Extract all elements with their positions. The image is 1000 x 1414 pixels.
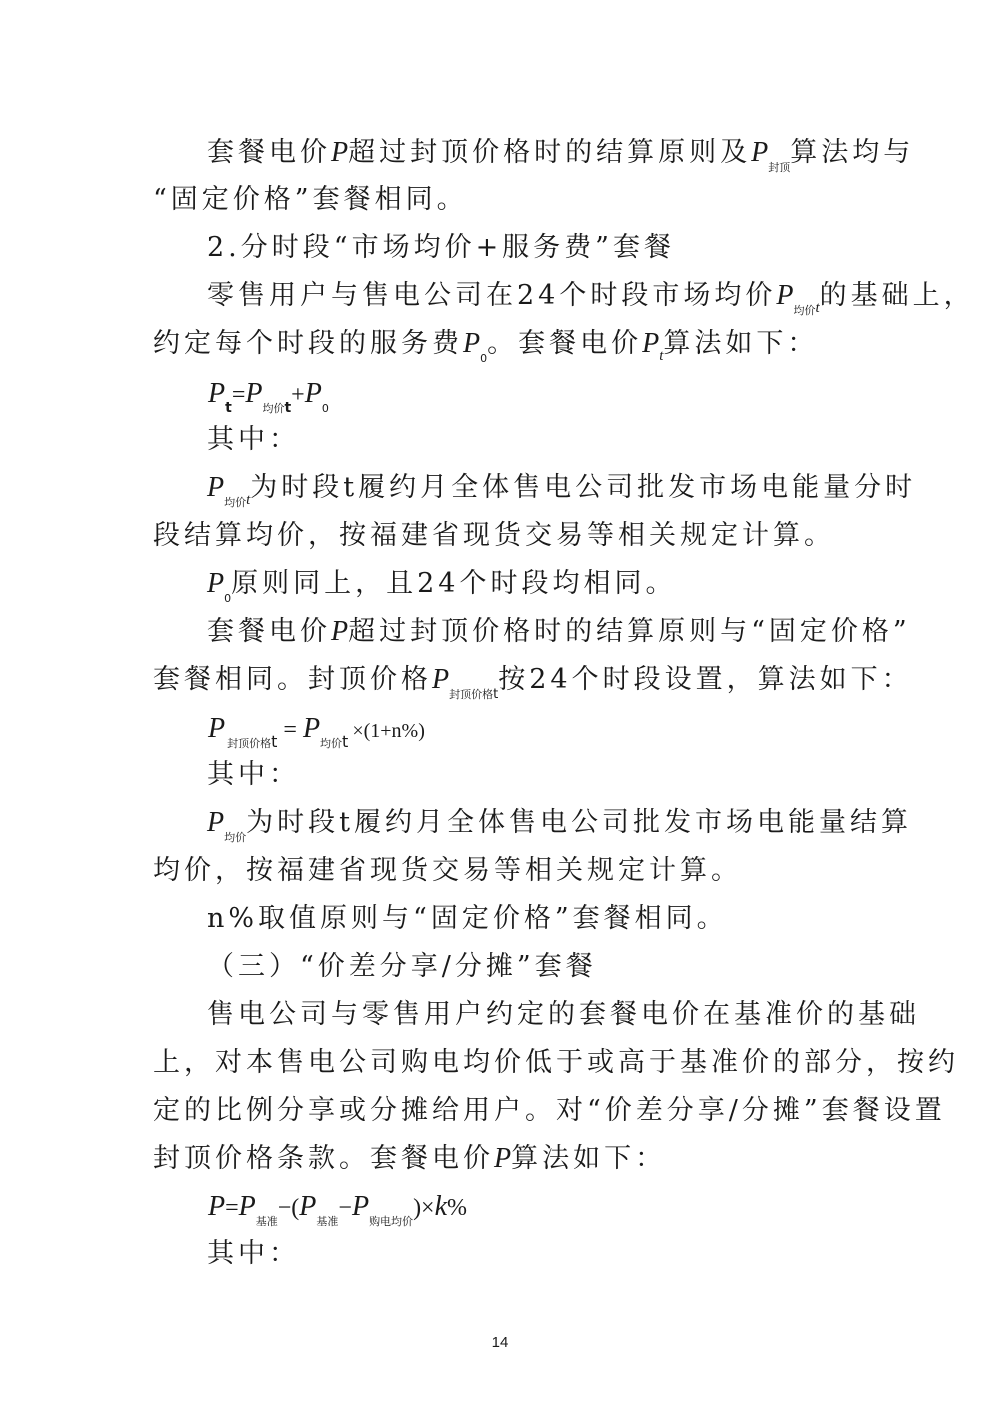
paragraph-line (153, 663, 913, 702)
paragraph-line (207, 567, 676, 606)
operator: = (225, 1195, 239, 1221)
paragraph-line (207, 806, 912, 845)
math-symbol: P (642, 328, 660, 359)
formula-price-diff (208, 1190, 467, 1229)
math-symbol: P (776, 280, 794, 311)
paragraph-line: 上，对本售电公司购电均价低于或高于基准价的部分，按约 (153, 1047, 959, 1078)
math-symbol: P (208, 378, 226, 409)
section-heading: （三）“价差分享/分摊”套餐 (207, 951, 597, 982)
math-symbol: P (207, 807, 225, 838)
paragraph-line (207, 279, 975, 318)
math-symbol: k (434, 1191, 448, 1222)
paragraph-line: 售电公司与零售用户约定的套餐电价在基准价的基础 (207, 999, 920, 1030)
subscript: 均价 (224, 831, 247, 844)
formula-tail: ×(1+n%) (352, 720, 425, 742)
text: 套餐电价 (207, 137, 331, 168)
text: 套餐电价 (207, 616, 331, 647)
subscript: t (493, 687, 499, 702)
paragraph-line: 其中： (207, 759, 300, 790)
formula-cap-price (208, 712, 425, 751)
operator: = (231, 382, 246, 408)
paragraph-line: 均价，按福建省现货交易等相关规定计算。 (153, 855, 742, 886)
paragraph-line (207, 471, 916, 510)
math-symbol: P (304, 378, 322, 409)
math-symbol: P (351, 1191, 370, 1222)
math-symbol: P (207, 568, 225, 599)
operator: = (283, 717, 297, 743)
math-symbol: P (302, 713, 321, 744)
subscript: 0 (480, 352, 488, 365)
math-symbol: P (208, 1191, 226, 1222)
text: 算法均与 (790, 137, 915, 168)
subscript: 均价 (224, 496, 247, 509)
text: 算法如下： (511, 1143, 667, 1174)
paragraph-line (207, 615, 911, 649)
text: 超过封顶价格时的结算原则与“固定价格” (348, 616, 911, 647)
math-symbol: P (331, 137, 349, 168)
math-symbol: P (299, 1191, 317, 1222)
subscript: t (284, 400, 292, 416)
subscript: t (815, 300, 820, 316)
formula-pt (208, 377, 329, 416)
paragraph-line: 其中： (207, 424, 300, 455)
math-symbol: P (208, 713, 226, 744)
text: 原则同上，且24个时段均相同。 (231, 568, 677, 599)
math-symbol: P (331, 616, 349, 647)
text: 零售用户与售电公司在24个时段市场均价 (207, 280, 777, 311)
paragraph-line: 定的比例分享或分摊给用户。对“价差分享/分摊”套餐设置 (153, 1095, 946, 1126)
subscript: t (246, 492, 251, 508)
subscript: 0 (321, 402, 329, 415)
text: 约定每个时段的服务费 (153, 328, 463, 359)
subscript: 基准 (316, 1215, 339, 1228)
subscript: t (271, 732, 278, 751)
subscript: 均价 (262, 402, 285, 415)
text: 为时段t履约月全体售电公司批发市场电能量结算 (246, 807, 912, 838)
text: 按24个时段设置，算法如下： (498, 664, 913, 695)
subscript: 封顶价格 (227, 737, 272, 750)
text: 超过封顶价格时的结算原则及 (348, 137, 752, 168)
subscript: 购电均价 (369, 1215, 414, 1228)
operator: −( (277, 1195, 300, 1221)
paragraph-line: 其中： (207, 1238, 300, 1269)
paragraph-line: n%取值原则与“固定价格”套餐相同。 (207, 903, 728, 934)
subscript: t (659, 348, 664, 364)
subscript: 均价 (320, 737, 343, 750)
operator: − (338, 1195, 352, 1221)
math-symbol: P (245, 378, 263, 409)
math-symbol: P (207, 472, 225, 503)
math-symbol: P (494, 1143, 512, 1174)
text: 。套餐电价 (487, 328, 643, 359)
subscript: t (342, 732, 349, 751)
text: 为时段t履约月全体售电公司批发市场电能量分时 (250, 472, 917, 503)
subscript: 均价 (793, 304, 816, 317)
operator: + (291, 382, 305, 408)
operator: % (447, 1195, 468, 1221)
math-symbol: P (238, 1191, 256, 1222)
subscript: t (225, 400, 232, 416)
operator: )× (413, 1195, 435, 1221)
paragraph-line: “固定价格”套餐相同。 (153, 184, 468, 215)
page-number: 14 (491, 1334, 509, 1351)
text: 的基础上， (819, 280, 975, 311)
subscript: 0 (224, 592, 232, 605)
math-symbol: P (432, 664, 450, 695)
paragraph-line: 段结算均价，按福建省现货交易等相关规定计算。 (153, 520, 835, 551)
subscript: 封顶 (768, 161, 791, 174)
subscript: 基准 (255, 1215, 278, 1228)
paragraph-line (153, 327, 818, 366)
paragraph-line (153, 1142, 666, 1176)
math-symbol: P (463, 328, 481, 359)
text: 套餐相同。封顶价格 (153, 664, 432, 695)
math-symbol: P (751, 137, 769, 168)
section-heading: 2.分时段“市场均价+服务费”套餐 (207, 232, 675, 263)
text: 封顶价格条款。套餐电价 (153, 1143, 494, 1174)
text: 算法如下： (663, 328, 819, 359)
subscript: 封顶价格 (449, 688, 494, 701)
paragraph-line (207, 136, 914, 175)
